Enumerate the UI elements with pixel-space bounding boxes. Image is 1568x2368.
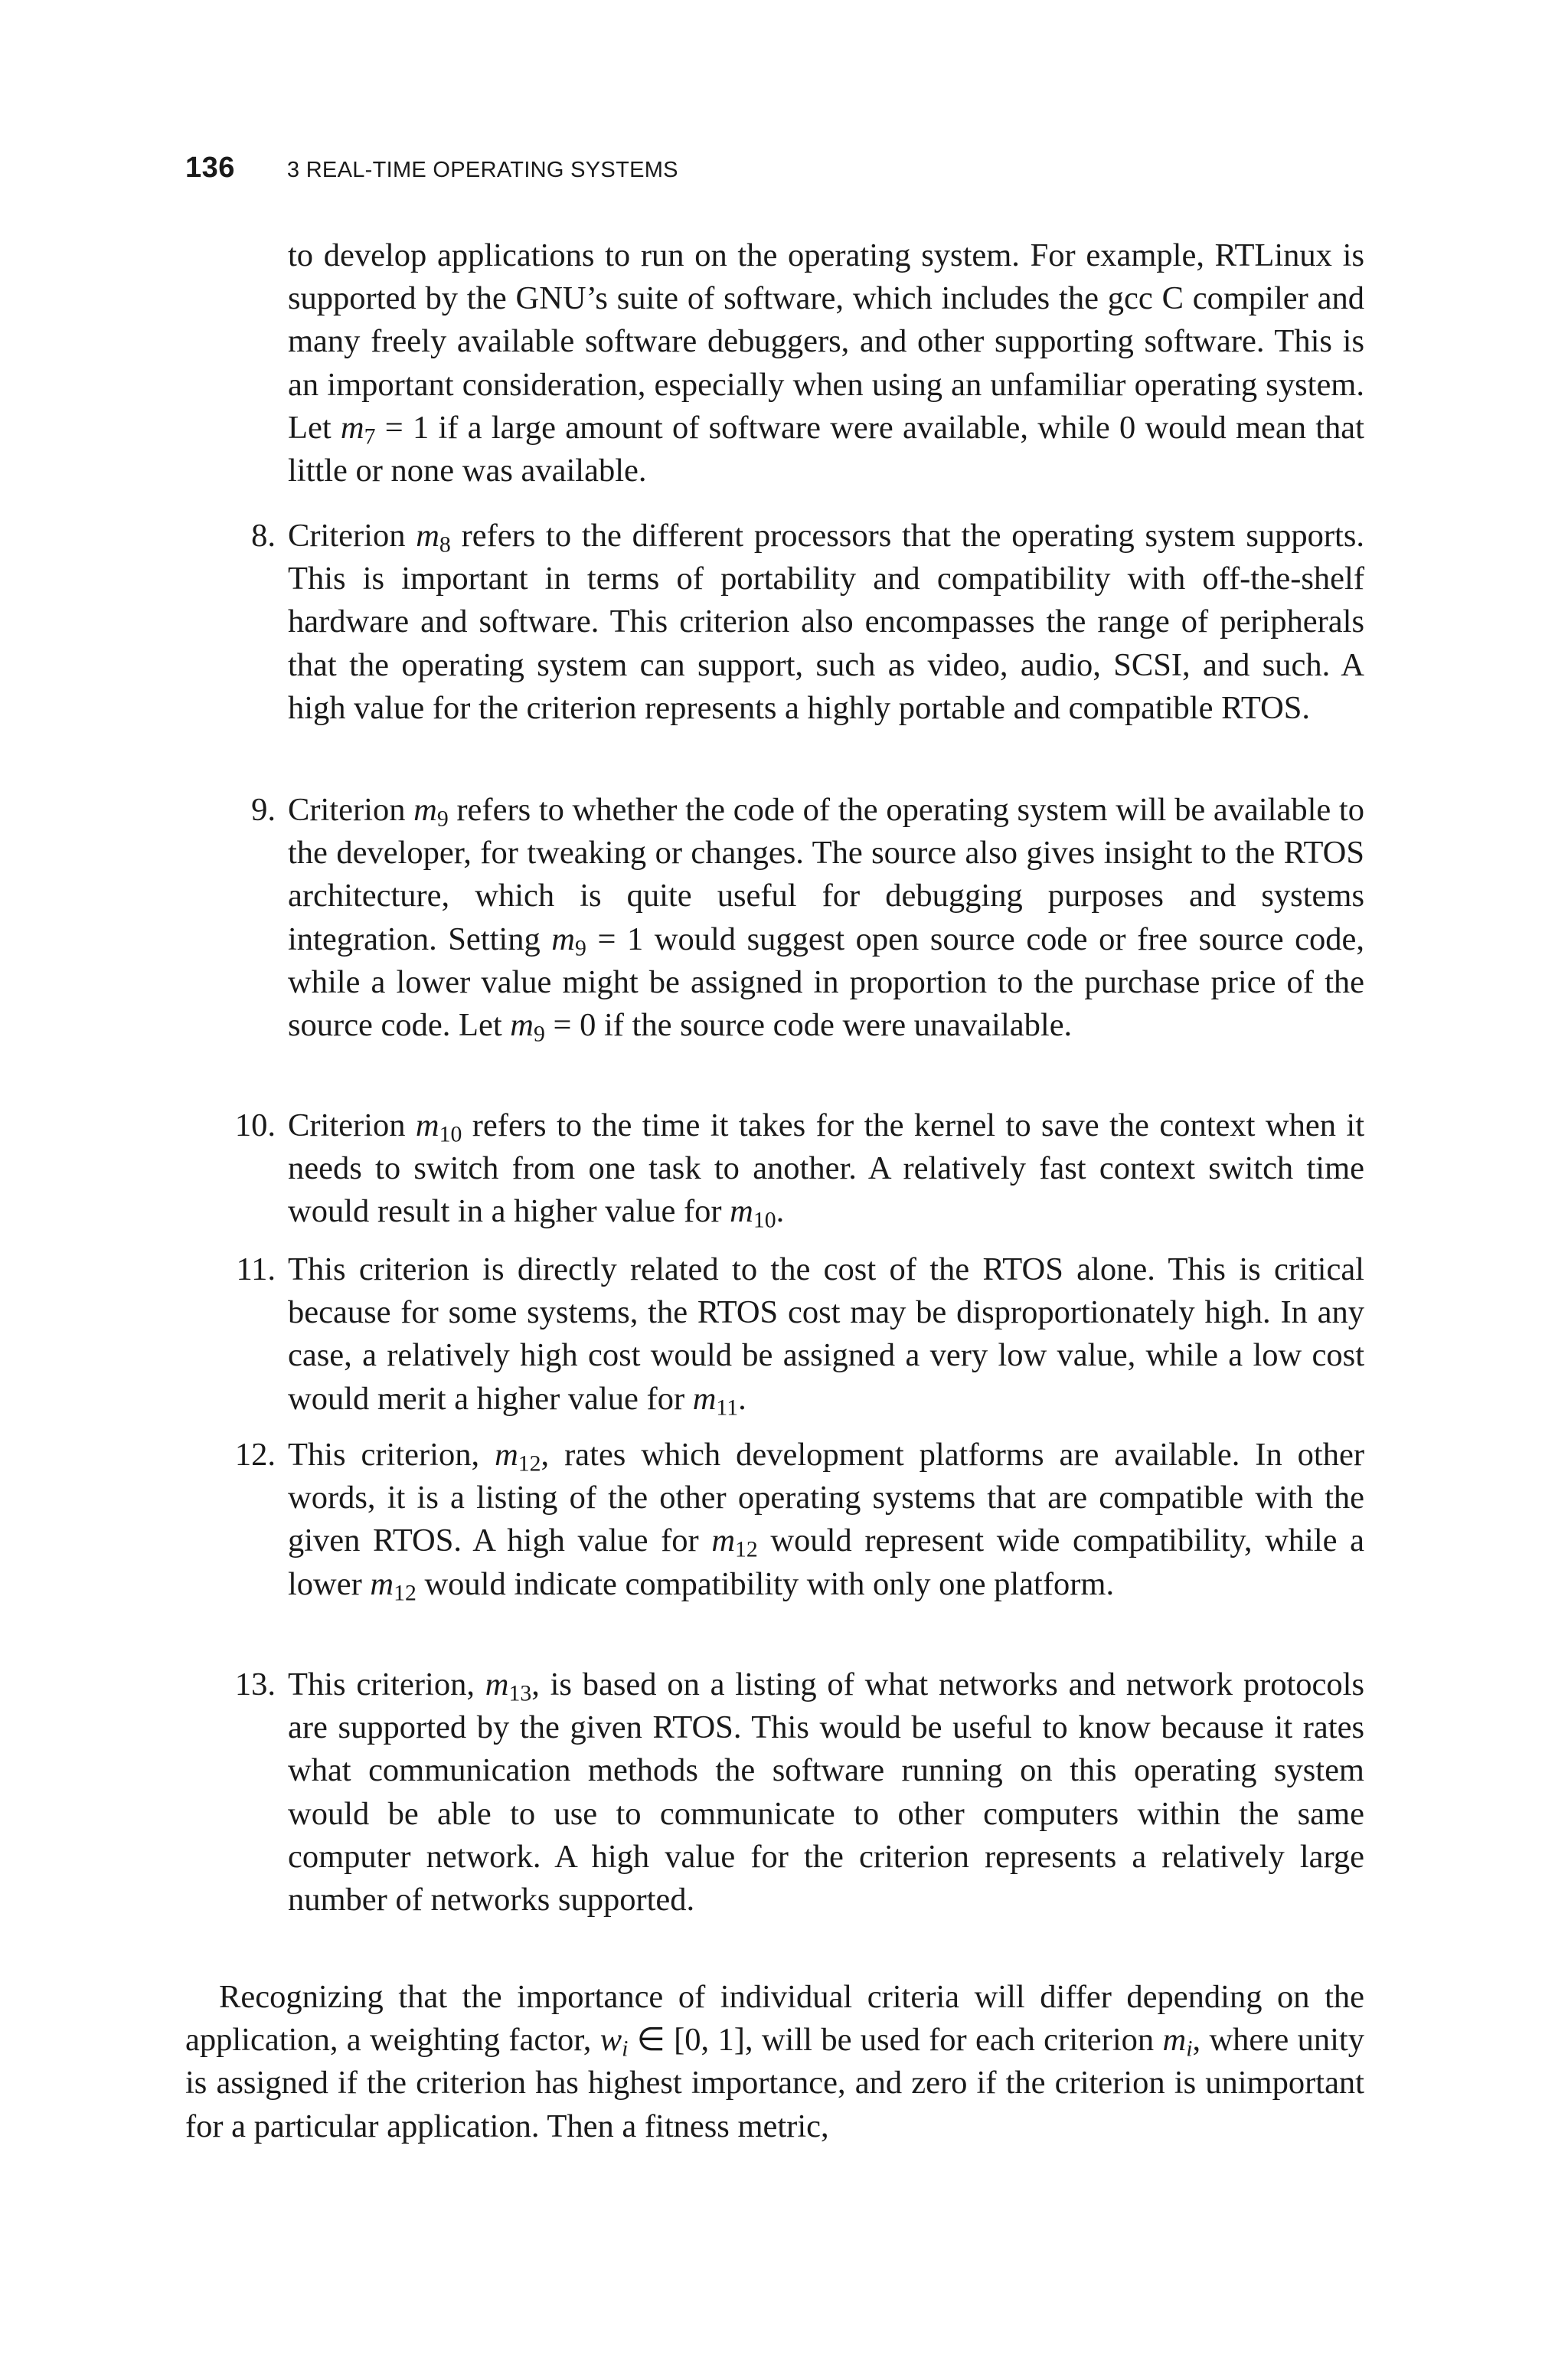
closing-paragraph: Recognizing that the importance of individual criteria will differ depending on the application, a weighting factor, $w_i$ ∈ [0, 1], will be used for each criterion $m_i$, where unity is assigned if the criterion has highest importance, and zero if the criterion is unimportant for a particular application. Then a fitness metric, bbox=[185, 1979, 1364, 2144]
list-item-8: 8. Criterion $m_8$ refers to the different processors that the operating system supports. This is important in terms of portability and compatibility with off-the-shelf hardware and software. This criterion also encompasses the range of peripherals that the operating system can support, such as video, audio, SCSI, and such. A high value for the criterion represents a highly portable and compatible RTOS. bbox=[288, 515, 1364, 730]
list-item-11: 11. This criterion is directly related to the cost of the RTOS alone. This is critical because for some systems, the RTOS cost may be disproportionately high. In any case, a relatively high cost would be assigned a very low value, while a low cost would merit a higher value for $m_{11}$. bbox=[288, 1248, 1364, 1421]
chapter-title: 3 REAL-TIME OPERATING SYSTEMS bbox=[286, 158, 678, 182]
list-number: 10. bbox=[234, 1107, 276, 1143]
list-number: 13. bbox=[234, 1666, 276, 1702]
running-head bbox=[185, 152, 678, 190]
list-number: 11. bbox=[236, 1251, 276, 1287]
list-item-12: 12. This criterion, $m_{12}$, rates which development platforms are available. In other words, it is a listing of the other operating systems that are compatible with the given RTOS. A high value for $m_{12}$ would represent wide compatibility, while a lower $m_{12}$ would indicate compatibility with only one platform. bbox=[288, 1434, 1364, 1606]
page-number: 136 bbox=[185, 152, 235, 184]
list-item-13: 13. This criterion, $m_{13}$, is based on a listing of what networks and network protocols are supported by the given RTOS. This would be useful to know because it rates what communication methods the software running on this operating system would be able to use to communicate to other computers within the same computer network. A high value for the criterion represents a relatively large number of networks supported. bbox=[288, 1663, 1364, 1922]
list-number: 9. bbox=[251, 792, 276, 828]
list-item-9: 9. Criterion $m_9$ refers to whether the code of the operating system will be available to the developer, for tweaking or changes. The source also gives insight to the RTOS architecture, which is quite useful for debugging purposes and systems integration. Setting $m_9 = 1$ would suggest open source code or free source code, while a lower value might be assigned in proportion to the purchase price of the source code. Let $m_9 = 0$ if the source code were unavailable. bbox=[288, 789, 1364, 1047]
list-number: 8. bbox=[251, 518, 276, 554]
list-item-10: 10. Criterion $m_{10}$ refers to the time it takes for the kernel to save the context when it needs to switch from one task to another. A relatively fast context switch time would result in a higher value for $m_{10}$. bbox=[288, 1104, 1364, 1234]
list-number: 12. bbox=[234, 1437, 276, 1473]
continued-paragraph: to develop applications to run on the operating system. For example, RTLinux is supported by the GNU’s suite of software, which includes the gcc C compiler and many freely available software debuggers, and other supporting software. This is an important consideration, especially when using an unfamiliar operating system. Let $m_7 = 1$ if a large amount of software were available, while 0 would mean that little or none was available. bbox=[288, 237, 1364, 489]
